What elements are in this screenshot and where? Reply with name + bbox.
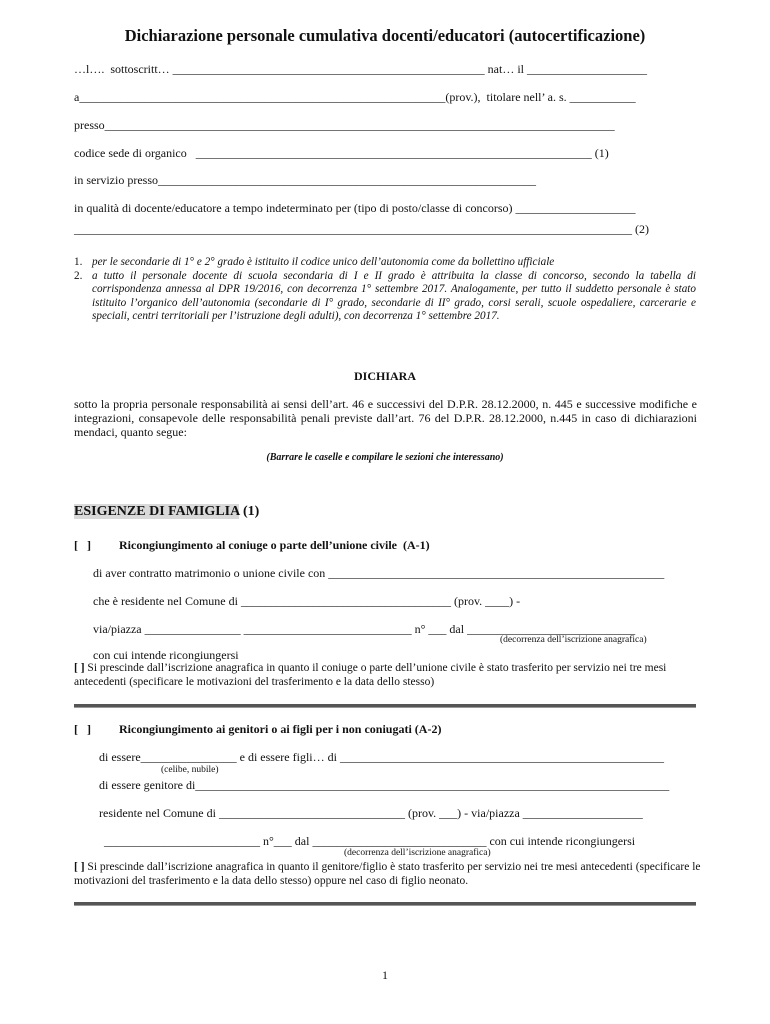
- a2-exempt-text: Si prescinde dall’iscrizione anagrafica in quanto il genitore/figlio è stato trasferito per servizio nei tre mesi antecedenti (specificare le motivazioni del trasferimento e la data dello stesso) oppure nel caso di figlio neonato.: [74, 861, 701, 887]
- a1-ricongiungersi-text: con cui intende ricongiungersi: [93, 648, 239, 662]
- dichiara-paragraph: sotto la propria personale responsabilità ai sensi dell’art. 46 e successivi del D.P.R. 28.12.2000, n. 445 e successive modifiche e integrazioni, consapevole delle responsabilità penali previste dall’art. 76 del D.P.R. 28.12.2000, n.445 in caso di dichiarazioni mendaci, quanto segue:: [74, 397, 697, 439]
- a1-exempt-paragraph: [74, 661, 704, 689]
- a2-decorrenza-caption: (decorrenza dell’iscrizione anagrafica): [344, 848, 491, 858]
- field-codice-sede-line[interactable]: codice sede di organico __________________________________________________________________ (1): [74, 146, 609, 160]
- checkbox-a2-exempt[interactable]: [ ]: [74, 861, 85, 873]
- field-a1-matrimonio-line[interactable]: di aver contratto matrimonio o unione civile con ________________________________________________________: [93, 566, 665, 580]
- footnote-text: a tutto il personale docente di scuola secondaria di I e II grado è attribuita la classe di concorso, secondo la tabella di corrispondenza annessa al DPR 19/2016, con decorrenza 1° settembre 2017. Analogamente, per tutto il suddetto personale è stato istituito l’organico dell’autonomia (secondarie di I° grado, secondarie di II° grado, corsi serali, scuole ospedaliere, carcerarie e speciali, centri territoriali per l’istruzione degli adulti), con decorrenza 1° settembre 2017.: [92, 270, 696, 323]
- footnote-text: per le secondarie di 1° e 2° grado è istituito il codice unico dell’autonomia come da bollettino ufficiale: [92, 256, 555, 268]
- footnote-1: [74, 256, 696, 269]
- footnote-number: 1.: [74, 256, 83, 268]
- section-divider: [74, 902, 696, 906]
- section-title-highlight: ESIGENZE DI FAMIGLIA: [74, 504, 240, 519]
- field-classe-concorso-line[interactable]: _____________________________________________________________________________________________ (2): [74, 222, 649, 236]
- a1-decorrenza-caption: (decorrenza dell’iscrizione anagrafica): [500, 635, 647, 645]
- footnote-number: 2.: [74, 270, 83, 282]
- field-a2-genitore-line[interactable]: di essere genitore di_______________________________________________________________________________: [99, 778, 670, 792]
- field-luogo-line[interactable]: a_____________________________________________________________(prov.), titolare nell’ a. s. ___________: [74, 90, 636, 104]
- field-a1-indirizzo-line[interactable]: via/piazza ________________ ____________________________ n° ___ dal ____________________________: [93, 622, 636, 636]
- document-title: Dichiarazione personale cumulativa docenti/educatori (autocertificazione): [124, 26, 646, 45]
- checkbox-a2[interactable]: [ ]: [74, 722, 91, 736]
- checkbox-a1-exempt[interactable]: [ ]: [74, 662, 85, 674]
- section-ref: (1): [239, 504, 260, 519]
- field-a1-residente-line[interactable]: che è residente nel Comune di ___________________________________ (prov. ____) -: [93, 594, 521, 608]
- field-a2-residente-line[interactable]: residente nel Comune di _______________________________ (prov. ___) - via/piazza ____________________: [99, 806, 643, 820]
- field-a2-stato-line[interactable]: di essere________________ e di essere figli… di ______________________________________________________: [99, 750, 664, 764]
- dichiara-heading: DICHIARA: [353, 369, 416, 383]
- field-a2-indirizzo-line[interactable]: __________________________ n°___ dal _____________________________ con cui intende ricongiungersi: [104, 834, 636, 848]
- field-presso-line[interactable]: presso_____________________________________________________________________________________: [74, 118, 615, 132]
- barrare-instruction: (Barrare le caselle e compilare le sezioni che interessano): [266, 452, 504, 463]
- section-divider: [74, 704, 696, 708]
- field-sottoscritto-line[interactable]: …l…. sottoscritt… ____________________________________________________ nat… il ____________________: [74, 62, 647, 76]
- field-servizio-line[interactable]: in servizio presso_______________________________________________________________: [74, 173, 536, 187]
- field-qualita-line[interactable]: in qualità di docente/educatore a tempo indeterminato per (tipo di posto/classe di concorso) ____________________: [74, 201, 636, 215]
- a2-celibe-caption: (celibe, nubile): [161, 765, 219, 775]
- heading-a1: Ricongiungimento al coniuge o parte dell’unione civile (A-1): [119, 538, 430, 552]
- page-number: 1: [382, 968, 388, 982]
- section-esigenze-famiglia: [74, 504, 259, 520]
- a2-exempt-paragraph: [74, 860, 704, 888]
- heading-a2: Ricongiungimento ai genitori o ai figli per i non coniugati (A-2): [119, 722, 442, 736]
- checkbox-a1[interactable]: [ ]: [74, 538, 91, 552]
- a1-exempt-text: Si prescinde dall’iscrizione anagrafica in quanto il coniuge o parte dell’unione civile è stato trasferito per servizio nei tre mesi antecedenti (specificare le motivazioni del trasferimento e la data dello stesso): [74, 662, 667, 688]
- footnote-2: [74, 270, 696, 324]
